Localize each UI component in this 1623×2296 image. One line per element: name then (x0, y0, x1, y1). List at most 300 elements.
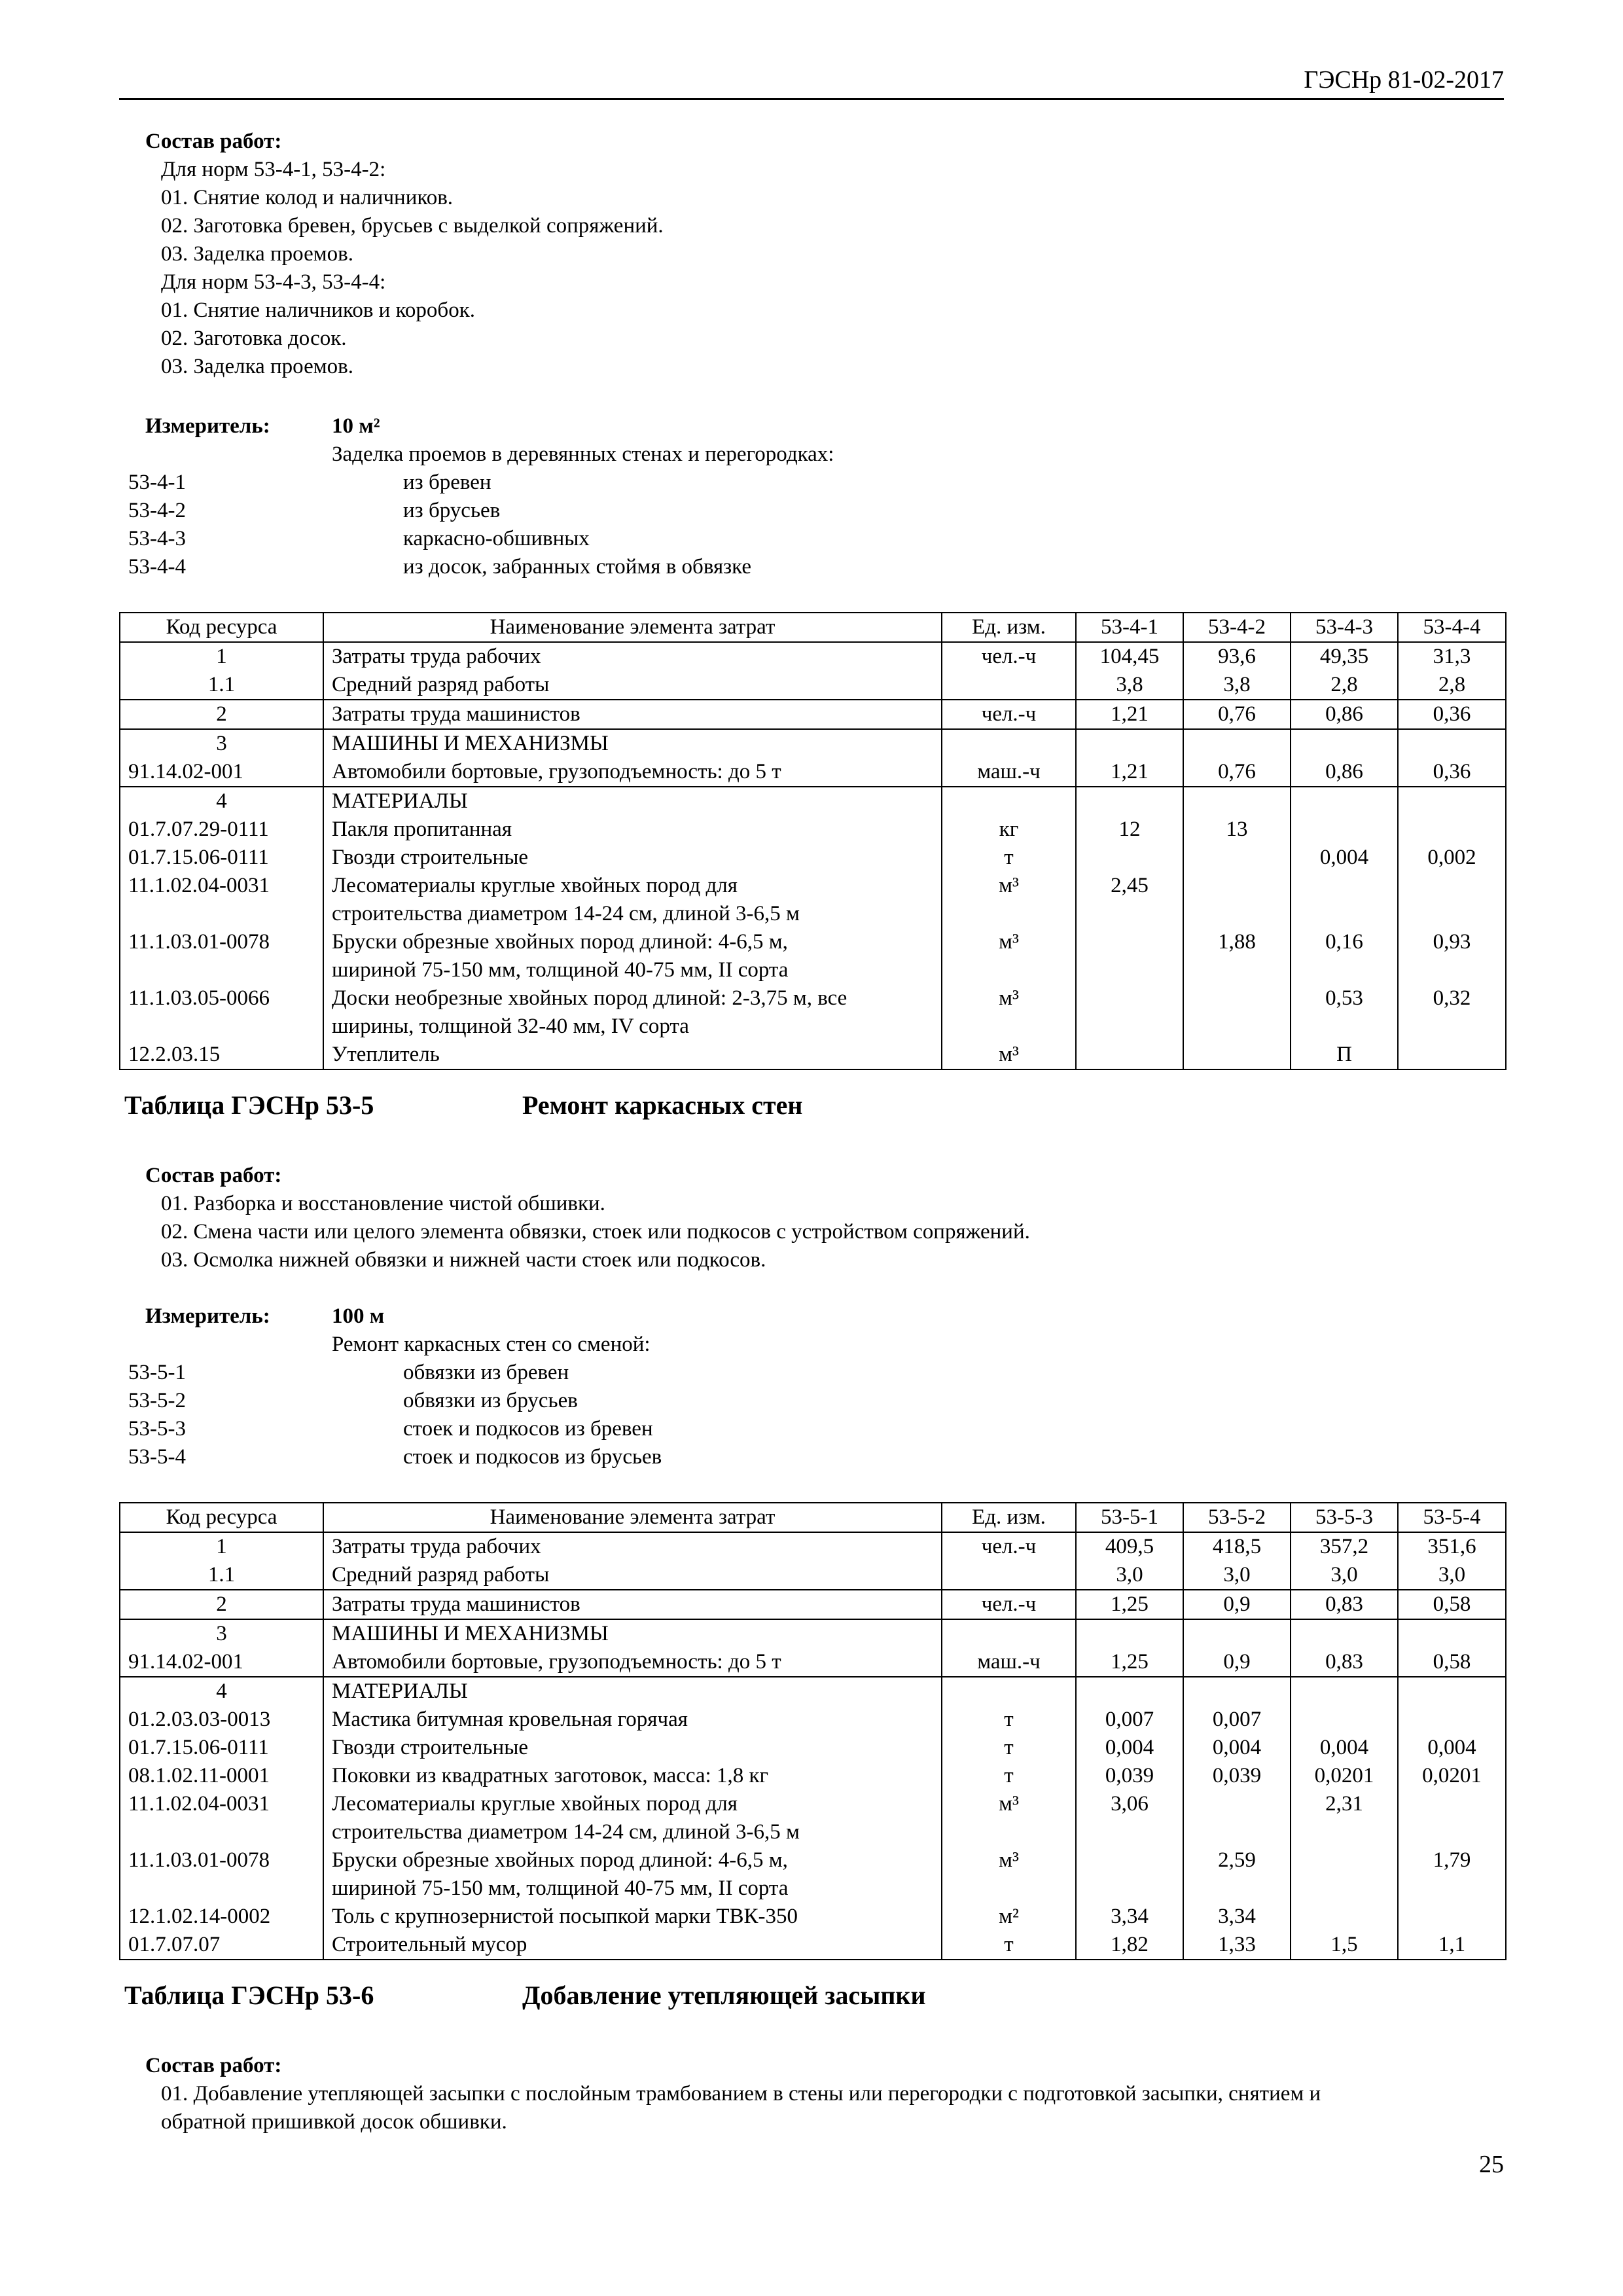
work-line: Для норм 53-4-3, 53-4-4: (161, 270, 386, 294)
norm-value (1398, 816, 1506, 844)
work-composition-title: Состав работ: (145, 1164, 282, 1187)
norm-value: 418,5 (1183, 1532, 1291, 1561)
norm-value (1398, 1677, 1506, 1706)
norm-value (1291, 1874, 1398, 1903)
norm-value (1183, 1874, 1291, 1903)
resource-code (120, 1818, 323, 1846)
norm-value (1183, 729, 1291, 758)
work-line: Для норм 53-4-1, 53-4-2: (161, 158, 386, 181)
norm-value: 0,16 (1291, 928, 1398, 956)
work-composition-title: Состав работ: (145, 2054, 282, 2077)
unit (942, 1677, 1076, 1706)
norm-value (1398, 1874, 1506, 1903)
work-line: 02. Заготовка бревен, брусьев с выделкой сопряжений. (161, 214, 664, 238)
norm-value: 0,002 (1398, 844, 1506, 872)
norm-value (1291, 956, 1398, 984)
resource-code: 11.1.02.04-0031 (120, 872, 323, 900)
work-lines (145, 1190, 1030, 1274)
norm-value (1076, 1041, 1183, 1069)
table-label-53-5: Таблица ГЭСНр 53-5 (124, 1090, 374, 1120)
resource-code: 11.1.03.01-0078 (120, 1846, 323, 1874)
unit (942, 1619, 1076, 1648)
table-row (120, 1903, 1506, 1931)
unit (942, 1561, 1076, 1590)
norm-value (1183, 872, 1291, 900)
cost-element-name: Средний разряд работы (323, 1561, 942, 1590)
norm-value: 49,35 (1291, 642, 1398, 671)
cost-element-name: строительства диаметром 14-24 см, длиной 3-6,5 м (323, 1818, 942, 1846)
unit: т (942, 1762, 1076, 1790)
norm-value: 3,8 (1183, 671, 1291, 700)
resource-code (120, 900, 323, 928)
cost-element-name: МАШИНЫ И МЕХАНИЗМЫ (323, 729, 942, 758)
resource-code: 01.2.03.03-0013 (120, 1706, 323, 1734)
norm-value: 0,76 (1183, 700, 1291, 729)
table-row (120, 1648, 1506, 1677)
unit: м³ (942, 984, 1076, 1013)
table-title-53-5: Ремонт каркасных стен (522, 1090, 803, 1120)
table-row (120, 1619, 1506, 1648)
work-line: 01. Снятие колод и наличников. (161, 186, 454, 209)
norm-value: 3,0 (1398, 1561, 1506, 1590)
norm-value: 1,33 (1183, 1931, 1291, 1960)
norm-text: из брусьев (403, 499, 501, 522)
unit: чел.-ч (942, 1532, 1076, 1561)
norm-value: 0,36 (1398, 758, 1506, 787)
cost-element-name: строительства диаметром 14-24 см, длиной 3-6,5 м (323, 900, 942, 928)
cost-element-name: Средний разряд работы (323, 671, 942, 700)
cost-element-name: Затраты труда рабочих (323, 1532, 942, 1561)
table-row (120, 816, 1506, 844)
resource-code: 12.2.03.15 (120, 1041, 323, 1069)
cost-element-name: Мастика битумная кровельная горячая (323, 1706, 942, 1734)
norm-value: 0,004 (1076, 1734, 1183, 1762)
header-rule (119, 98, 1504, 100)
norm-value: 3,34 (1076, 1903, 1183, 1931)
work-line: 01. Снятие наличников и коробок. (161, 298, 475, 322)
norm-value (1398, 1619, 1506, 1648)
norm-row (128, 1359, 1437, 1387)
norm-value: 3,0 (1076, 1561, 1183, 1590)
table-row (120, 928, 1506, 956)
norm-value: 0,53 (1291, 984, 1398, 1013)
work-line: 02. Смена части или целого элемента обвязки, стоек или подкосов с устройством сопряжений. (161, 1220, 1030, 1244)
norm-value (1291, 1846, 1398, 1874)
norm-value (1291, 1903, 1398, 1931)
cost-element-name: Поковки из квадратных заготовок, масса: 1,8 кг (323, 1762, 942, 1790)
table-row (120, 1734, 1506, 1762)
norm-row (128, 525, 1437, 553)
resource-code: 4 (120, 1677, 323, 1706)
table-row (120, 1561, 1506, 1590)
column-header: 53-5-4 (1398, 1503, 1506, 1532)
norm-value (1291, 1619, 1398, 1648)
work-line: 02. Заготовка досок. (161, 327, 347, 350)
cost-element-name: Гвозди строительные (323, 1734, 942, 1762)
work-line: 03. Заделка проемов. (161, 242, 353, 266)
norm-value: 2,59 (1183, 1846, 1291, 1874)
norms-list-53-5 (128, 1359, 1437, 1471)
unit: м² (942, 1903, 1076, 1931)
norm-text: из бревен (403, 471, 491, 494)
unit: кг (942, 816, 1076, 844)
norm-value: 0,004 (1398, 1734, 1506, 1762)
norm-value (1076, 1874, 1183, 1903)
column-header: Ед. изм. (942, 1503, 1076, 1532)
norm-code: 53-4-3 (128, 527, 186, 550)
resource-code: 1 (120, 1532, 323, 1561)
norm-value (1076, 984, 1183, 1013)
norm-value: 2,45 (1076, 872, 1183, 900)
column-header: Наименование элемента затрат (323, 1503, 942, 1532)
norm-value: 0,007 (1076, 1706, 1183, 1734)
cost-element-name: Лесоматериалы круглые хвойных пород для (323, 872, 942, 900)
norm-value: 31,3 (1398, 642, 1506, 671)
norm-value (1076, 1013, 1183, 1041)
column-header: 53-4-2 (1183, 613, 1291, 642)
table-row (120, 900, 1506, 928)
unit (942, 1818, 1076, 1846)
norm-text: стоек и подкосов из бревен (403, 1417, 653, 1441)
table-row (120, 1931, 1506, 1960)
table-row (120, 1790, 1506, 1818)
table-row (120, 1041, 1506, 1069)
norm-row (128, 1415, 1437, 1443)
resource-code: 91.14.02-001 (120, 758, 323, 787)
work-line: обратной пришивкой досок обшивки. (161, 2110, 507, 2134)
column-header: 53-4-3 (1291, 613, 1398, 642)
norm-value: 2,8 (1398, 671, 1506, 700)
resource-code: 4 (120, 787, 323, 816)
norm-value: 0,58 (1398, 1590, 1506, 1619)
norm-value (1076, 1846, 1183, 1874)
cost-element-name: МАШИНЫ И МЕХАНИЗМЫ (323, 1619, 942, 1648)
resource-code (120, 956, 323, 984)
meter-description: Ремонт каркасных стен со сменой: (332, 1333, 651, 1356)
norm-value: П (1291, 1041, 1398, 1069)
norm-value: 0,9 (1183, 1648, 1291, 1677)
norm-row (128, 1387, 1437, 1415)
norm-value (1183, 787, 1291, 816)
table-row (120, 642, 1506, 671)
norm-code: 53-5-2 (128, 1389, 186, 1412)
cost-element-name: Автомобили бортовые, грузоподъемность: до 5 т (323, 1648, 942, 1677)
norm-value (1398, 787, 1506, 816)
unit: м³ (942, 1846, 1076, 1874)
norm-value: 2,31 (1291, 1790, 1398, 1818)
norm-row (128, 1443, 1437, 1471)
norm-value (1183, 1619, 1291, 1648)
meter-label: Измеритель: (145, 414, 270, 438)
unit: т (942, 1734, 1076, 1762)
table-row (120, 1762, 1506, 1790)
norm-value: 13 (1183, 816, 1291, 844)
norm-value: 0,039 (1076, 1762, 1183, 1790)
norm-value: 3,0 (1183, 1561, 1291, 1590)
meter-value: 100 м (332, 1304, 385, 1328)
column-header: 53-4-1 (1076, 613, 1183, 642)
resource-code: 3 (120, 1619, 323, 1648)
resource-table-53-5 (119, 1502, 1507, 1960)
table-row (120, 844, 1506, 872)
unit (942, 671, 1076, 700)
resource-code: 2 (120, 1590, 323, 1619)
norm-value: 0,007 (1183, 1706, 1291, 1734)
resource-code: 2 (120, 700, 323, 729)
resource-code: 11.1.02.04-0031 (120, 1790, 323, 1818)
unit: чел.-ч (942, 642, 1076, 671)
norm-value: 1,25 (1076, 1648, 1183, 1677)
norm-value: 1,21 (1076, 758, 1183, 787)
work-lines (145, 156, 664, 381)
table-header-row (120, 613, 1506, 642)
cost-element-name: шириной 75-150 мм, толщиной 40-75 мм, II сорта (323, 1874, 942, 1903)
norm-value (1398, 1790, 1506, 1818)
norm-value: 3,8 (1076, 671, 1183, 700)
table-header-row (120, 1503, 1506, 1532)
work-lines (145, 2080, 1321, 2136)
norm-value: 0,93 (1398, 928, 1506, 956)
table-row (120, 984, 1506, 1013)
norm-value: 0,36 (1398, 700, 1506, 729)
norm-value (1183, 956, 1291, 984)
work-composition-53-5 (145, 1162, 1030, 1274)
norm-value (1291, 1818, 1398, 1846)
column-header: Ед. изм. (942, 613, 1076, 642)
norm-value (1076, 844, 1183, 872)
cost-element-name: Затраты труда машинистов (323, 700, 942, 729)
unit (942, 1874, 1076, 1903)
norm-value (1398, 1818, 1506, 1846)
norm-value: 351,6 (1398, 1532, 1506, 1561)
table-row (120, 700, 1506, 729)
norm-value (1183, 844, 1291, 872)
resource-code: 3 (120, 729, 323, 758)
norm-value (1076, 900, 1183, 928)
norm-value (1291, 787, 1398, 816)
resource-code: 11.1.03.01-0078 (120, 928, 323, 956)
resource-code: 1.1 (120, 1561, 323, 1590)
work-line: 01. Добавление утепляющей засыпки с послойным трамбованием в стены или перегородки с подготовкой засыпки, снятием и (161, 2082, 1321, 2106)
unit: т (942, 1706, 1076, 1734)
resource-code: 01.7.15.06-0111 (120, 844, 323, 872)
norm-value: 0,86 (1291, 758, 1398, 787)
unit: м³ (942, 928, 1076, 956)
unit: т (942, 1931, 1076, 1960)
cost-element-name: Пакля пропитанная (323, 816, 942, 844)
meter-53-4 (145, 412, 1454, 469)
norm-value (1398, 1903, 1506, 1931)
norm-value (1398, 900, 1506, 928)
cost-element-name: Утеплитель (323, 1041, 942, 1069)
cost-element-name: МАТЕРИАЛЫ (323, 787, 942, 816)
meter-53-5 (145, 1302, 1454, 1359)
norm-value (1291, 900, 1398, 928)
norm-value (1183, 1041, 1291, 1069)
table-row (120, 1706, 1506, 1734)
norm-value (1398, 872, 1506, 900)
norm-value (1291, 729, 1398, 758)
norm-value (1183, 984, 1291, 1013)
column-header: 53-5-3 (1291, 1503, 1398, 1532)
table-row (120, 1590, 1506, 1619)
resource-code: 1.1 (120, 671, 323, 700)
norm-value (1398, 956, 1506, 984)
cost-element-name: шириной 75-150 мм, толщиной 40-75 мм, II сорта (323, 956, 942, 984)
column-header: Наименование элемента затрат (323, 613, 942, 642)
unit (942, 787, 1076, 816)
resource-code: 11.1.03.05-0066 (120, 984, 323, 1013)
column-header: 53-5-2 (1183, 1503, 1291, 1532)
table-label-53-6: Таблица ГЭСНр 53-6 (124, 1981, 374, 2010)
norm-value: 1,1 (1398, 1931, 1506, 1960)
norm-text: стоек и подкосов из брусьев (403, 1445, 662, 1469)
norm-value (1291, 1677, 1398, 1706)
unit: чел.-ч (942, 700, 1076, 729)
norm-value: 0,0201 (1291, 1762, 1398, 1790)
table-title-53-6: Добавление утепляющей засыпки (522, 1981, 926, 2010)
norm-value: 0,004 (1291, 1734, 1398, 1762)
cost-element-name: Затраты труда рабочих (323, 642, 942, 671)
meter-value: 10 м² (332, 414, 380, 438)
document-code: ГЭСНр 81-02-2017 (1304, 66, 1504, 94)
column-header: Код ресурса (120, 613, 323, 642)
work-composition-53-6 (145, 2052, 1321, 2136)
norm-value: 1,5 (1291, 1931, 1398, 1960)
norm-value: 12 (1076, 816, 1183, 844)
norm-value: 3,06 (1076, 1790, 1183, 1818)
norm-value (1076, 1619, 1183, 1648)
cost-element-name: Доски необрезные хвойных пород длиной: 2-3,75 м, все (323, 984, 942, 1013)
unit: маш.-ч (942, 1648, 1076, 1677)
norm-code: 53-4-2 (128, 499, 186, 522)
resource-code: 01.7.07.29-0111 (120, 816, 323, 844)
table-row (120, 729, 1506, 758)
unit: маш.-ч (942, 758, 1076, 787)
meter-description: Заделка проемов в деревянных стенах и перегородках: (332, 442, 834, 466)
resource-code: 01.7.07.07 (120, 1931, 323, 1960)
norm-value: 2,8 (1291, 671, 1398, 700)
table-row (120, 872, 1506, 900)
norm-value: 0,83 (1291, 1648, 1398, 1677)
cost-element-name: ширины, толщиной 32-40 мм, IV сорта (323, 1013, 942, 1041)
cost-element-name: Толь с крупнозернистой посыпкой марки ТВК-350 (323, 1903, 942, 1931)
norm-value (1076, 787, 1183, 816)
norm-value: 0,83 (1291, 1590, 1398, 1619)
norm-row (128, 497, 1437, 525)
column-header: 53-5-1 (1076, 1503, 1183, 1532)
norm-value (1291, 1706, 1398, 1734)
norm-value (1076, 1818, 1183, 1846)
norm-code: 53-5-1 (128, 1361, 186, 1384)
cost-element-name: Затраты труда машинистов (323, 1590, 942, 1619)
unit (942, 900, 1076, 928)
column-header: Код ресурса (120, 1503, 323, 1532)
norm-value: 3,0 (1291, 1561, 1398, 1590)
work-line: 01. Разборка и восстановление чистой обшивки. (161, 1192, 605, 1215)
norm-code: 53-5-4 (128, 1445, 186, 1469)
norm-code: 53-4-1 (128, 471, 186, 494)
table-row (120, 758, 1506, 787)
norm-value: 1,82 (1076, 1931, 1183, 1960)
unit: м³ (942, 1790, 1076, 1818)
resource-code: 08.1.02.11-0001 (120, 1762, 323, 1790)
norm-value (1183, 1677, 1291, 1706)
norm-value (1398, 729, 1506, 758)
norm-text: обвязки из бревен (403, 1361, 569, 1384)
norm-value (1398, 1013, 1506, 1041)
norm-value: 0,0201 (1398, 1762, 1506, 1790)
unit (942, 1013, 1076, 1041)
norm-value: 357,2 (1291, 1532, 1398, 1561)
resource-code: 01.7.15.06-0111 (120, 1734, 323, 1762)
table-row (120, 1532, 1506, 1561)
resource-code: 91.14.02-001 (120, 1648, 323, 1677)
unit (942, 956, 1076, 984)
norm-value: 409,5 (1076, 1532, 1183, 1561)
cost-element-name: Автомобили бортовые, грузоподъемность: до 5 т (323, 758, 942, 787)
norm-value: 0,76 (1183, 758, 1291, 787)
norm-value: 104,45 (1076, 642, 1183, 671)
norm-text: из досок, забранных стоймя в обвязке (403, 555, 752, 579)
unit: т (942, 844, 1076, 872)
norm-text: каркасно-обшивных (403, 527, 590, 550)
norm-value (1076, 729, 1183, 758)
norm-value: 1,21 (1076, 700, 1183, 729)
unit: м³ (942, 872, 1076, 900)
meter-label: Измеритель: (145, 1304, 270, 1328)
table-row (120, 1677, 1506, 1706)
norm-value (1076, 956, 1183, 984)
resource-code (120, 1874, 323, 1903)
norm-value: 1,88 (1183, 928, 1291, 956)
norm-value: 0,32 (1398, 984, 1506, 1013)
unit: м³ (942, 1041, 1076, 1069)
table-row (120, 671, 1506, 700)
cost-element-name: МАТЕРИАЛЫ (323, 1677, 942, 1706)
norm-value (1291, 816, 1398, 844)
norm-value (1291, 872, 1398, 900)
norm-value (1183, 1790, 1291, 1818)
unit (942, 729, 1076, 758)
norm-value: 1,79 (1398, 1846, 1506, 1874)
table-row (120, 1846, 1506, 1874)
norm-code: 53-5-3 (128, 1417, 186, 1441)
norm-value: 0,86 (1291, 700, 1398, 729)
norm-value (1291, 1013, 1398, 1041)
table-row (120, 1013, 1506, 1041)
work-line: 03. Заделка проемов. (161, 355, 353, 378)
norm-value (1398, 1041, 1506, 1069)
work-composition-53-4 (145, 128, 664, 381)
table-row (120, 1874, 1506, 1903)
page-number: 25 (1479, 2151, 1504, 2178)
resource-code (120, 1013, 323, 1041)
norm-value (1076, 928, 1183, 956)
norm-value (1183, 900, 1291, 928)
unit: чел.-ч (942, 1590, 1076, 1619)
norm-value: 0,039 (1183, 1762, 1291, 1790)
norm-value: 0,004 (1183, 1734, 1291, 1762)
resource-code: 1 (120, 642, 323, 671)
cost-element-name: Бруски обрезные хвойных пород длиной: 4-6,5 м, (323, 1846, 942, 1874)
norm-value: 3,34 (1183, 1903, 1291, 1931)
norm-value (1398, 1706, 1506, 1734)
norm-text: обвязки из брусьев (403, 1389, 578, 1412)
norm-value (1183, 1818, 1291, 1846)
resource-table-53-4 (119, 612, 1507, 1070)
cost-element-name: Бруски обрезные хвойных пород длиной: 4-6,5 м, (323, 928, 942, 956)
